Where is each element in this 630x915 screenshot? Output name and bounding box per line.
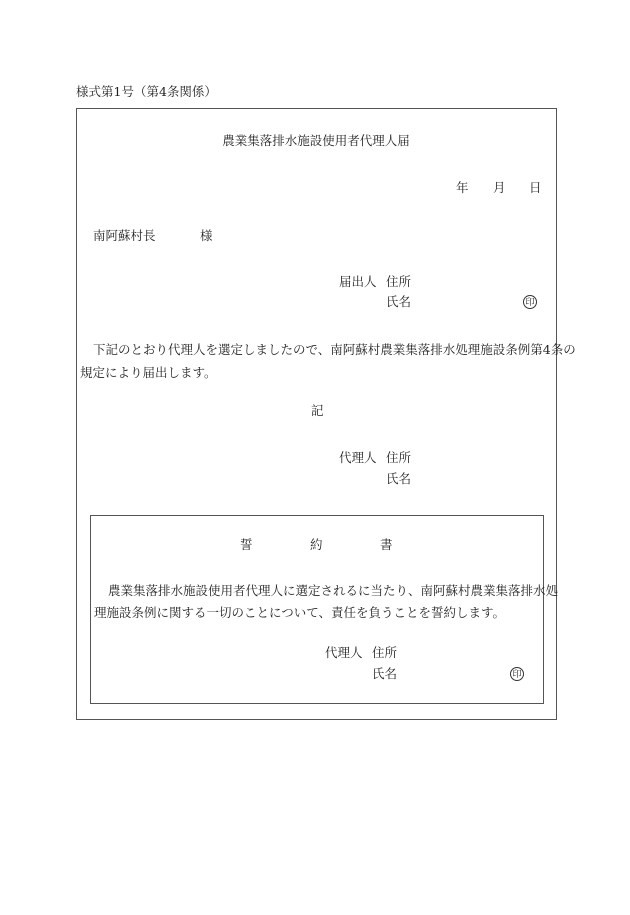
oath-line-1: 農業集落排水施設使用者代理人に選定されるに当たり、南阿蘇村農業集落排水処 [108,583,559,598]
addressee-honorific: 様 [200,228,213,243]
agent-role: 代理人 [339,450,377,465]
applicant-address-label: 住所 [386,274,412,289]
form-number: 様式第1号（第4条関係） [76,84,217,99]
seal-icon: 印 [523,295,537,309]
oath-line-2: 理施設条例に関する一切のことについて、責任を負うことを誓約します。 [94,605,506,620]
agent-address-label: 住所 [386,450,412,465]
ki-label: 記 [311,403,324,418]
seal-icon: 印 [510,667,524,681]
date-day: 日 [529,180,542,195]
oath-name-label: 氏名 [372,666,398,681]
applicant-name-label: 氏名 [386,294,412,309]
oath-agent-role: 代理人 [325,645,363,660]
oath-address-label: 住所 [372,645,398,660]
body-line-2: 規定により届出します。 [80,365,217,380]
addressee-name: 南阿蘇村長 [93,228,156,243]
body-line-1: 下記のとおり代理人を選定しましたので、南阿蘇村農業集落排水処理施設条例第4条の [93,342,576,357]
oath-title-char-3: 書 [380,537,393,552]
date-month: 月 [493,180,506,195]
oath-title-char-2: 約 [310,537,323,552]
applicant-role: 届出人 [339,274,377,289]
agent-name-label: 氏名 [386,471,412,486]
form-title: 農業集落排水施設使用者代理人届 [222,133,410,148]
date-year: 年 [456,180,469,195]
oath-title-char-1: 誓 [240,537,253,552]
